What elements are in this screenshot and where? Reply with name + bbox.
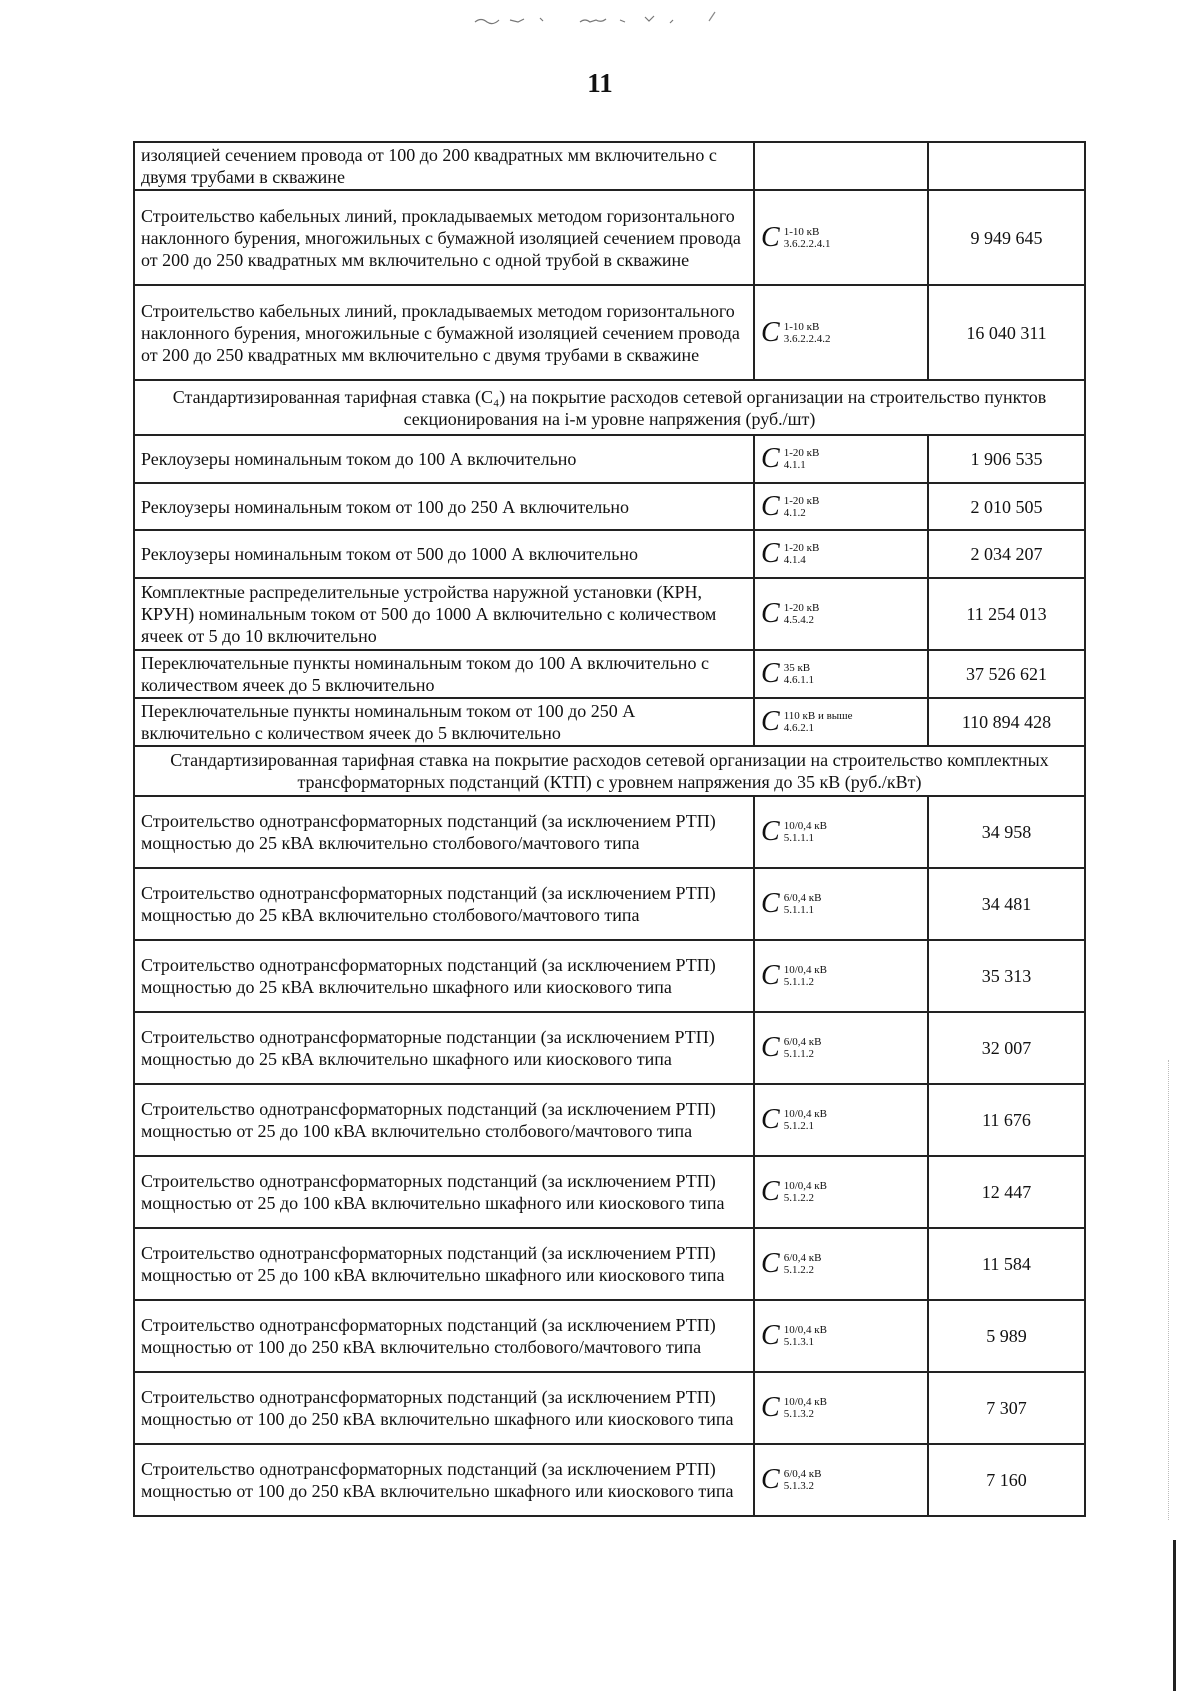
rate-symbol-letter: C bbox=[761, 221, 780, 253]
rate-value: 11 584 bbox=[928, 1228, 1085, 1300]
rate-symbol-letter: C bbox=[761, 1464, 780, 1495]
rate-value: 2 034 207 bbox=[928, 530, 1085, 578]
rate-symbol bbox=[761, 708, 853, 736]
table-row bbox=[134, 1156, 1085, 1228]
rate-symbol-letter: C bbox=[761, 706, 780, 737]
rate-symbol bbox=[761, 316, 831, 348]
rate-symbol-index bbox=[784, 892, 822, 916]
voltage-level: 10/0,4 кВ bbox=[783, 1108, 827, 1120]
table-row bbox=[134, 142, 1085, 190]
rate-code: 4.6.1.1 bbox=[783, 674, 814, 686]
voltage-level: 10/0,4 кВ bbox=[783, 820, 827, 832]
voltage-level: 10/0,4 кВ bbox=[783, 964, 827, 976]
rate-code: 5.1.1.1 bbox=[783, 904, 814, 916]
scan-edge-line bbox=[1173, 1540, 1176, 1691]
item-description: Реклоузеры номинальным током от 100 до 250 А включительно bbox=[134, 483, 754, 530]
rate-symbol-cell bbox=[754, 1444, 928, 1516]
rate-value: 7 160 bbox=[928, 1444, 1085, 1516]
rate-code: 4.5.4.2 bbox=[783, 614, 814, 626]
rate-symbol-index bbox=[784, 1396, 827, 1420]
rate-value: 9 949 645 bbox=[928, 190, 1085, 285]
item-description: Строительство однотрансформаторных подстанций (за исключением РТП) мощностью до 25 кВА включительно столбового/мачтового типа bbox=[134, 868, 754, 940]
table-row bbox=[134, 1444, 1085, 1516]
rate-symbol-letter: C bbox=[761, 816, 780, 847]
table-row bbox=[134, 1300, 1085, 1372]
rate-symbol-letter: C bbox=[761, 1032, 780, 1063]
rate-symbol-letter: C bbox=[761, 316, 780, 348]
item-description: Переключательные пункты номинальным током от 100 до 250 А включительно с количеством ячеек до 5 включительно bbox=[134, 698, 754, 746]
rate-symbol bbox=[761, 1394, 827, 1422]
rate-code: 5.1.2.1 bbox=[783, 1120, 814, 1132]
rate-symbol bbox=[761, 540, 819, 568]
rate-value: 5 989 bbox=[928, 1300, 1085, 1372]
rate-code: 5.1.2.2 bbox=[783, 1192, 814, 1204]
rate-symbol-cell bbox=[754, 1012, 928, 1084]
voltage-level: 6/0,4 кВ bbox=[783, 1252, 822, 1264]
rate-symbol bbox=[761, 490, 820, 522]
rate-symbol bbox=[761, 660, 814, 688]
item-description: Переключательные пункты номинальным током до 100 А включительно с количеством ячеек до 5 включительно bbox=[134, 650, 754, 698]
rate-code: 5.1.1.1 bbox=[783, 832, 814, 844]
rate-symbol-index bbox=[784, 1036, 822, 1060]
rate-code: 4.1.1 bbox=[783, 459, 806, 471]
rate-symbol-letter: C bbox=[761, 538, 780, 569]
scan-edge-dots bbox=[1168, 1060, 1170, 1520]
rate-symbol-letter: C bbox=[761, 598, 780, 629]
rate-code: 3.6.2.2.4.1 bbox=[783, 237, 831, 250]
rate-symbol-letter: C bbox=[761, 960, 780, 991]
rate-value: 12 447 bbox=[928, 1156, 1085, 1228]
table-row bbox=[134, 796, 1085, 868]
voltage-level: 1-20 кВ bbox=[783, 447, 820, 459]
item-description: Строительство однотрансформаторных подстанций (за исключением РТП) мощностью от 100 до 250 кВА включительно столбового/мачтового типа bbox=[134, 1300, 754, 1372]
rate-value: 7 307 bbox=[928, 1372, 1085, 1444]
rate-symbol-cell bbox=[754, 1228, 928, 1300]
rate-symbol-letter: C bbox=[761, 1104, 780, 1135]
voltage-level: 6/0,4 кВ bbox=[783, 1468, 822, 1480]
rate-symbol-cell bbox=[754, 530, 928, 578]
rate-symbol bbox=[761, 1250, 821, 1278]
tariff-table bbox=[133, 141, 1086, 1517]
rate-symbol-cell bbox=[754, 285, 928, 380]
rate-symbol bbox=[761, 890, 821, 918]
rate-code: 5.1.3.2 bbox=[783, 1408, 814, 1420]
table-row bbox=[134, 285, 1085, 380]
item-description: изоляцией сечением провода от 100 до 200 квадратных мм включительно с двумя трубами в скважине bbox=[134, 142, 754, 190]
item-description: Строительство однотрансформаторных подстанций (за исключением РТП) мощностью от 100 до 250 кВА включительно шкафного или киоскового типа bbox=[134, 1372, 754, 1444]
rate-symbol bbox=[761, 445, 819, 473]
rate-symbol-index bbox=[784, 710, 853, 734]
rate-code: 5.1.1.2 bbox=[783, 1048, 814, 1060]
table-row bbox=[134, 1228, 1085, 1300]
rate-symbol bbox=[761, 1466, 821, 1494]
item-description: Строительство кабельных линий, прокладываемых методом горизонтального наклонного бурения, многожильные с бумажной изоляцией сечением провода от 200 до 250 квадратных мм включительно с двумя трубами в скважине bbox=[134, 285, 754, 380]
rate-value: 37 526 621 bbox=[928, 650, 1085, 698]
rate-symbol-cell bbox=[754, 483, 928, 530]
voltage-level: 110 кВ и выше bbox=[783, 710, 853, 722]
rate-value: 11 676 bbox=[928, 1084, 1085, 1156]
rate-symbol-cell bbox=[754, 435, 928, 483]
rate-symbol bbox=[761, 1034, 821, 1062]
rate-symbol-cell bbox=[754, 578, 928, 650]
rate-symbol bbox=[761, 818, 827, 846]
voltage-level: 10/0,4 кВ bbox=[783, 1324, 827, 1336]
rate-symbol bbox=[761, 1322, 827, 1350]
rate-symbol-index bbox=[784, 226, 831, 250]
voltage-level: 10/0,4 кВ bbox=[783, 1396, 827, 1408]
rate-symbol bbox=[761, 962, 827, 990]
rate-symbol-cell bbox=[754, 868, 928, 940]
rate-symbol-letter: C bbox=[761, 1248, 780, 1279]
table-row bbox=[134, 1372, 1085, 1444]
table-row bbox=[134, 650, 1085, 698]
rate-code: 5.1.3.2 bbox=[783, 1480, 814, 1492]
table-row bbox=[134, 530, 1085, 578]
rate-code: 4.1.2 bbox=[783, 506, 806, 519]
rate-symbol bbox=[761, 1178, 827, 1206]
voltage-level: 1-20 кВ bbox=[783, 494, 820, 507]
voltage-level: 1-10 кВ bbox=[783, 320, 820, 333]
rate-code: 3.6.2.2.4.2 bbox=[783, 332, 831, 345]
rate-symbol-cell bbox=[754, 698, 928, 746]
rate-symbol-letter: C bbox=[761, 888, 780, 919]
item-description: Строительство однотрансформаторных подстанций (за исключением РТП) мощностью от 25 до 100 кВА включительно столбового/мачтового типа bbox=[134, 1084, 754, 1156]
table-row bbox=[134, 435, 1085, 483]
rate-code: 5.1.2.2 bbox=[783, 1264, 814, 1276]
rate-value: 11 254 013 bbox=[928, 578, 1085, 650]
rate-code: 4.1.4 bbox=[783, 554, 806, 566]
item-description: Строительство однотрансформаторных подстанций (за исключением РТП) мощностью от 100 до 250 кВА включительно шкафного или киоскового типа bbox=[134, 1444, 754, 1516]
voltage-level: 1-20 кВ bbox=[783, 542, 820, 554]
table-row bbox=[134, 698, 1085, 746]
rate-value: 32 007 bbox=[928, 1012, 1085, 1084]
section-header-row bbox=[134, 380, 1085, 435]
rate-code: 5.1.1.2 bbox=[783, 976, 814, 988]
section-header-row bbox=[134, 746, 1085, 796]
section-title: Стандартизированная тарифная ставка на покрытие расходов сетевой организации на строительство комплектных трансформаторных подстанций (КТП) с уровнем напряжения до 35 кВ (руб./кВт) bbox=[134, 746, 1085, 796]
rate-symbol-index bbox=[784, 1252, 822, 1276]
rate-code: 5.1.3.1 bbox=[783, 1336, 814, 1348]
item-description: Строительство однотрансформаторных подстанций (за исключением РТП) мощностью от 25 до 100 кВА включительно шкафного или киоскового типа bbox=[134, 1156, 754, 1228]
table-row bbox=[134, 1084, 1085, 1156]
voltage-level: 10/0,4 кВ bbox=[783, 1180, 827, 1192]
rate-symbol-cell bbox=[754, 1300, 928, 1372]
item-description: Строительство однотрансформаторных подстанций (за исключением РТП) мощностью от 25 до 100 кВА включительно шкафного или киоскового типа bbox=[134, 1228, 754, 1300]
rate-symbol-cell bbox=[754, 650, 928, 698]
rate-symbol-index bbox=[784, 447, 820, 471]
table-row bbox=[134, 578, 1085, 650]
item-description: Строительство однотрансформаторных подстанций (за исключением РТП) мощностью до 25 кВА включительно столбового/мачтового типа bbox=[134, 796, 754, 868]
rate-symbol-index bbox=[784, 1180, 827, 1204]
table-row bbox=[134, 868, 1085, 940]
voltage-level: 6/0,4 кВ bbox=[783, 892, 822, 904]
rate-symbol-index bbox=[784, 495, 820, 519]
table-row bbox=[134, 940, 1085, 1012]
rate-value: 34 481 bbox=[928, 868, 1085, 940]
rate-symbol-letter: C bbox=[761, 490, 780, 522]
rate-code: 4.6.2.1 bbox=[783, 722, 814, 734]
item-description: Реклоузеры номинальным током от 500 до 1000 А включительно bbox=[134, 530, 754, 578]
rate-symbol-letter: C bbox=[761, 1176, 780, 1207]
rate-symbol-index bbox=[784, 662, 814, 686]
rate-symbol-cell bbox=[754, 1372, 928, 1444]
rate-value: 34 958 bbox=[928, 796, 1085, 868]
rate-symbol-index bbox=[784, 321, 831, 345]
rate-symbol bbox=[761, 600, 819, 628]
item-description: Строительство кабельных линий, прокладываемых методом горизонтального наклонного бурения, многожильных с бумажной изоляцией сечением провода от 200 до 250 квадратных мм включительно с одной трубой в скважине bbox=[134, 190, 754, 285]
rate-symbol-cell bbox=[754, 1156, 928, 1228]
rate-symbol-cell bbox=[754, 142, 928, 190]
scan-noise-marks bbox=[470, 8, 750, 30]
voltage-level: 6/0,4 кВ bbox=[783, 1036, 822, 1048]
rate-symbol-letter: C bbox=[761, 658, 780, 689]
rate-symbol bbox=[761, 221, 831, 253]
rate-value: 16 040 311 bbox=[928, 285, 1085, 380]
item-description: Строительство однотрансформаторных подстанций (за исключением РТП) мощностью до 25 кВА включительно шкафного или киоскового типа bbox=[134, 940, 754, 1012]
rate-value: 110 894 428 bbox=[928, 698, 1085, 746]
rate-symbol-letter: C bbox=[761, 1392, 780, 1423]
rate-value: 35 313 bbox=[928, 940, 1085, 1012]
section-title: Стандартизированная тарифная ставка (С₄) на покрытие расходов сетевой организации на строительство пунктов секционирования на i-м уровне напряжения (руб./шт) bbox=[134, 380, 1085, 435]
rate-symbol-index bbox=[784, 602, 820, 626]
table-row bbox=[134, 483, 1085, 530]
rate-symbol-index bbox=[784, 964, 827, 988]
voltage-level: 1-20 кВ bbox=[783, 602, 820, 614]
rate-symbol-index bbox=[784, 820, 827, 844]
rate-symbol bbox=[761, 1106, 827, 1134]
rate-symbol-cell bbox=[754, 190, 928, 285]
item-description: Строительство однотрансформаторные подстанции (за исключением РТП) мощностью до 25 кВА включительно шкафного или киоскового типа bbox=[134, 1012, 754, 1084]
rate-value: 1 906 535 bbox=[928, 435, 1085, 483]
rate-symbol-cell bbox=[754, 940, 928, 1012]
table-row bbox=[134, 190, 1085, 285]
rate-symbol-index bbox=[784, 1108, 827, 1132]
voltage-level: 1-10 кВ bbox=[783, 225, 820, 238]
page-number: 11 bbox=[587, 68, 613, 98]
rate-value: 2 010 505 bbox=[928, 483, 1085, 530]
item-description: Реклоузеры номинальным током до 100 А включительно bbox=[134, 435, 754, 483]
rate-symbol-index bbox=[784, 1468, 822, 1492]
rate-symbol-letter: C bbox=[761, 443, 780, 474]
rate-symbol-cell bbox=[754, 796, 928, 868]
item-description: Комплектные распределительные устройства наружной установки (КРН, КРУН) номинальным током от 500 до 1000 А включительно с количеством ячеек от 5 до 10 включительно bbox=[134, 578, 754, 650]
rate-symbol-index bbox=[784, 542, 820, 566]
table-row bbox=[134, 1012, 1085, 1084]
rate-value bbox=[928, 142, 1085, 190]
rate-symbol-index bbox=[784, 1324, 827, 1348]
rate-symbol-cell bbox=[754, 1084, 928, 1156]
voltage-level: 35 кВ bbox=[783, 662, 811, 674]
rate-symbol-letter: C bbox=[761, 1320, 780, 1351]
